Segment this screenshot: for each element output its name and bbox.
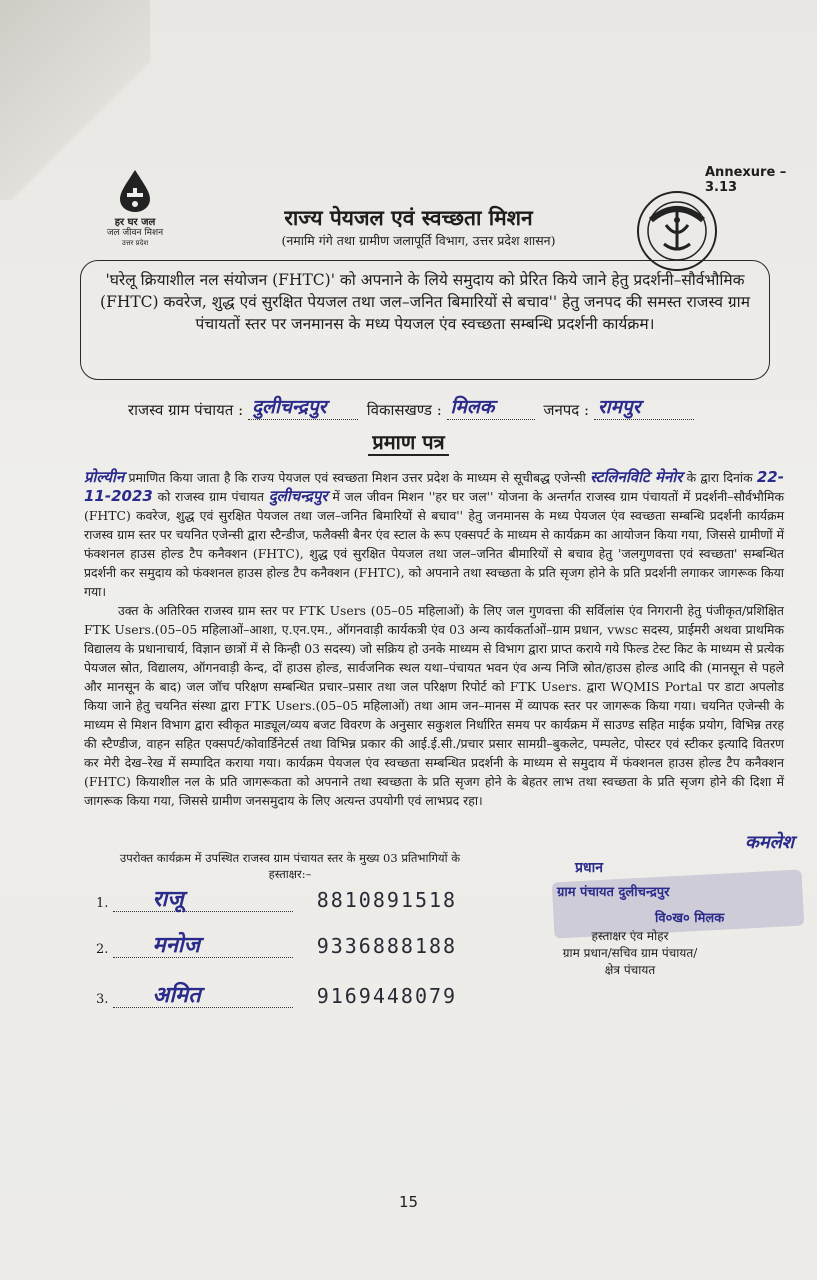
handwritten-date: 22-11-2023	[84, 468, 784, 505]
block-value: मिलक	[450, 396, 495, 418]
signatory-row	[96, 984, 457, 1008]
panchayat-label: राजस्व ग्राम पंचायत :	[128, 401, 244, 419]
signatory-phone: 9169448079	[316, 984, 458, 1008]
signatory-number: 1.	[96, 896, 109, 911]
stamp-caption-2: ग्राम प्रधान/सचिव ग्राम पंचायत/	[562, 946, 698, 960]
p1-part-b: के द्वारा दिनांक	[686, 470, 753, 485]
p2-text: उक्त के अतिरिक्त राजस्व ग्राम स्तर पर FTK Users (05–05 महिलाओं) के लिए जल गुणवत्ता की सर्विलांस एंव निगरानी हेतु पंजीकृत/प्रशिक्षित FTK Users.(05–05 महिलाओं–आशा, ए.एन.एम., ऑगनवाड़ी कार्यकत्री एंव 03 अन्य कार्यकर्ताओं–ग्राम प्रधान, vwsc सदस्य, प्राईमरी अथवा प्राथमिक विद्यालय के प्रधानाचार्य, विज्ञान छात्रों में से किन्ही 03 सदस्य) जो सक्रिय हो उनके माध्यम से विभाग द्वारा प्राप्त कराये गये फिल्ड टेस्ट किट के माध्यम से प्रत्येक पेयजल स्रोत, विद्यालय, ऑगनवाड़ी केन्द, दों हाउस होल्ड, सार्वजनिक स्थल यथा–पंचायत भवन एंव अन्य निजि स्रोत/हाउस होल्ड आदि की (मानसून से पहले और मानसून के बाद) जल जॉच परिक्षण सम्बन्धित प्रचार–प्रसार तथा जल परिक्षण रिपोर्ट को FTK Users. द्वारा WQMIS Portal पर डाटा अपलोड किया जाने हेतु चयनित संस्था द्वारा FTK Users.(05–05 महिलाओं) तथा आम जन–मानस में व्यापक स्तर पर जागरूक किया गया। चयनित एजेन्सी के माध्यम से मिशन विभाग द्वारा स्वीकृत माड्यूल/व्यय बजट विवरण के अनुसार सकुशल निर्धारित समय पर कार्यक्रम में साउण्ड सहित माईक प्रयोग, विभिन्न तरह की स्टैण्डीज, वाहन सहित एक्सपर्ट/कोवार्डिनेटर्स तथा विभिन्न प्रकार की आई.ई.सी./प्रचार प्रसार सामग्री–बुकलेट, पम्पलेट, पोस्टर एवं स्टीकर इत्यादि वितरण कर मेरी देख–रेख में सम्पादित कराया गया। कार्यक्रम पेयजल एंव स्वच्छता सम्बन्धित प्रदर्शनी के माध्यम से समुदाय में फंक्शनल हाउस होल्ड टैप कनैक्शन (FHTC) कियाशील नल के प्रति जागरूकता को अपनाने तथा स्वच्छता के प्रति सृजग होने के बेहतर लाभ तथा स्वच्छता के प्रति सृजग होने की दिशा में जागरूक किया गया, जिससे ग्रामीण जनसमुदाय के लिए अत्यन्त उपयोगी एवं लाभप्रद रहा।	[84, 603, 784, 808]
stamp-caption-3: क्षेत्र पंचायत	[604, 963, 656, 977]
handwritten-agency: स्टलिनविटि मेनोर	[590, 468, 683, 486]
signatory-signature: राजू	[152, 887, 184, 912]
stamp-line-2: ग्राम पंचायत दुलीचन्द्रपुर	[557, 885, 670, 900]
certificate-heading	[0, 428, 817, 455]
signatories-intro: उपरोक्त कार्यक्रम में उपस्थित राजस्व ग्राम पंचायत स्तर के मुख्य 03 प्रतिभागियों के हस्ताक्षर:–	[119, 851, 461, 881]
paragraph-2	[84, 601, 784, 810]
handwritten-prefix: प्रोल्यीन	[84, 468, 125, 486]
signatory-number: 2.	[96, 942, 109, 957]
panchayat-value: दुलीचन्द्रपुर	[251, 396, 327, 418]
signatory-signature: अमित	[152, 983, 201, 1008]
signatory-signature-line	[113, 887, 293, 912]
signatory-row	[96, 888, 457, 912]
p1-part-d: में जल जीवन मिशन ''हर घर जल'' योजना के अन्तर्गत राजस्व ग्राम पंचायतों में प्रदर्शनी–सौर्वभौमिक (FHTC) कवरेज, शुद्ध एवं सुरक्षित पेयजल तथा जल–जनित बिमारियों से बचाव'' हेतु जनमानस के मध्य पेयजल एंव स्वच्छता सम्बन्धि प्रदर्शनी कार्यक्रम राजस्व ग्राम स्तर पर चयनित एजेन्सी द्वारा स्टैन्डीज, फलैक्सी बैनर एंव स्टाल के रूप एक्सपर्ट के माध्यम से कार्यक्रम का आयोजन किया गया, जिससे ग्रामीणों में फंक्शनल हाउस होल्ड टैप कनैक्शन (FHTC), शुद्ध एवं सुरक्षित पेयजल तथा जल–जनित बीमारियों से बचाव हेतु 'जलगुणवत्ता एवं स्वच्छता' सम्बन्धित प्रदर्शनी कर समुदाय को फंक्शनल हाउस होल्ड टैप कनैक्शन (FHTC), को अपनाने तथा स्वच्छता के प्रति सृजग होने के प्रति प्रदर्शनी लगाकर जागरूक किया गया।	[84, 489, 784, 599]
annexure-label: Annexure – 3.13	[705, 165, 787, 195]
district-label: जनपद :	[543, 401, 590, 419]
signatory-phone: 8810891518	[316, 888, 458, 912]
panchayat-field	[248, 396, 358, 420]
logo-line-3: उत्तर प्रदेश	[121, 239, 149, 247]
signatory-signature-line	[113, 933, 293, 958]
stamp-caption-1: हस्ताक्षर एंव मोहर	[591, 929, 669, 943]
location-fields	[128, 396, 778, 420]
certificate-heading-text: प्रमाण पत्र	[368, 430, 448, 456]
certificate-body	[84, 468, 784, 810]
block-field	[447, 396, 535, 420]
signatory-signature: मनोज	[152, 933, 200, 958]
handwritten-village: दुलीचन्द्रपुर	[268, 487, 328, 505]
program-description-text: 'घरेलू क्रियाशील नल संयोजन (FHTC)' को अपनाने के लिये समुदाय को प्रेरित किये जाने हेतु प्रदर्शनी–सौर्वभौमिक (FHTC) कवरेज, शुद्ध एवं सुरक्षित पेयजल तथा जल–जनित बिमारियों से बचाव'' हेतु जनपद की समस्त राजस्व ग्राम पंचायतों स्तर पर जनमानस के मध्य पेयजल एंव स्वच्छता सम्बन्धि प्रदर्शनी कार्यक्रम।	[100, 271, 750, 333]
page-number: 15	[398, 1193, 419, 1211]
page-subtitle: (नमामि गंगे तथा ग्रामीण जलापूर्ति विभाग, उत्तर प्रदेश शासन)	[281, 233, 556, 248]
district-value: रामपुर	[597, 396, 641, 418]
block-label: विकासखण्ड :	[366, 401, 442, 419]
stamp-line-1: प्रधान	[575, 860, 603, 876]
p1-part-a: प्रमाणित किया जाता है कि राज्य पेयजल एवं स्वच्छता मिशन उत्तर प्रदेश के माध्यम से सूचीबद्ध एजेन्सी	[128, 470, 586, 485]
paragraph-1	[84, 468, 784, 601]
signatory-phone: 9336888188	[316, 934, 458, 958]
signatory-signature-line	[113, 983, 293, 1008]
logo-line-1: हर घर जल	[114, 217, 156, 228]
p1-part-c: को राजस्व ग्राम पंचायत	[157, 489, 264, 504]
page-title: राज्य पेयजल एवं स्वच्छता मिशन	[284, 205, 533, 230]
district-field	[594, 396, 694, 420]
signatory-number: 3.	[96, 992, 109, 1007]
program-description-box	[80, 260, 770, 380]
signatory-row	[96, 934, 457, 958]
pradhan-signature: कमलेश	[745, 832, 795, 853]
stamp-line-3: वि०ख० मिलक	[655, 911, 725, 926]
logo-line-2: जल जीवन मिशन	[106, 228, 164, 238]
stamp-caption	[530, 928, 730, 979]
